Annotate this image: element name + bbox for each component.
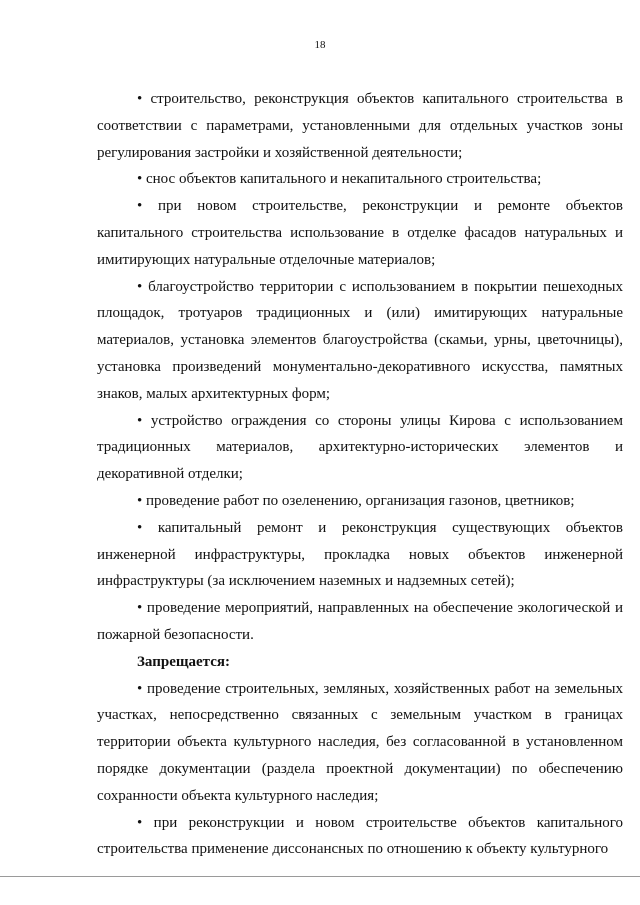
paragraph-demolition: • снос объектов капитального и некапитального строительства; [137, 171, 542, 188]
paragraph-earthworks: • проведение строительных, земляных, хозяйственных работ на земельных участках, непосредственно связанных с земельным участком в границах территории объекта культурного наследия, без согласованной в установленном порядке документации (раздела проектной документации) по обеспечению сохранности объекта культурного наследия; [97, 680, 623, 804]
paragraph-construction: • строительство, реконструкция объектов капитального строительства в соответствии с параметрами, установленными для отдельных участков зоны регулирования застройки и хозяйственной деятельности; [97, 91, 623, 161]
section-heading-prohibited: Запрещается: [137, 653, 231, 670]
page-body [97, 86, 623, 863]
paragraph-infrastructure: • капитальный ремонт и реконструкция существующих объектов инженерной инфраструктуры, прокладка новых объектов инженерной инфраструктуры (за исключением наземных и надземных сетей); [97, 519, 623, 590]
paragraph-facade-materials: • при новом строительстве, реконструкции и ремонте объектов капитального строительства использование в отделке фасадов натуральных и имитирующих натуральные отделочные материалов; [97, 198, 623, 268]
paragraph-dissonant-materials: • при реконструкции и новом строительстве объектов капитального строительства применение диссонансных по отношению к объекту культурного [97, 814, 623, 858]
page-number: 18 [314, 39, 326, 51]
paragraph-landscaping: • благоустройство территории с использованием в покрытии пешеходных площадок, тротуаров традиционных и (или) имитирующих натуральные материалов, установка элементов благоустройства (скамьи, урны, цветочницы), установка произведений монументально-декоративного искусства, памятных знаков, малых архитектурных форм; [97, 278, 623, 402]
paragraph-greening: • проведение работ по озеленению, организация газонов, цветников; [137, 492, 575, 509]
paragraph-fencing: • устройство ограждения со стороны улицы Кирова с использованием традиционных материалов, архитектурно-исторических элементов и декоративной отделки; [97, 412, 623, 483]
paragraph-safety: • проведение мероприятий, направленных на обеспечение экологической и пожарной безопасности. [97, 600, 623, 643]
page-bottom-divider [0, 876, 640, 877]
